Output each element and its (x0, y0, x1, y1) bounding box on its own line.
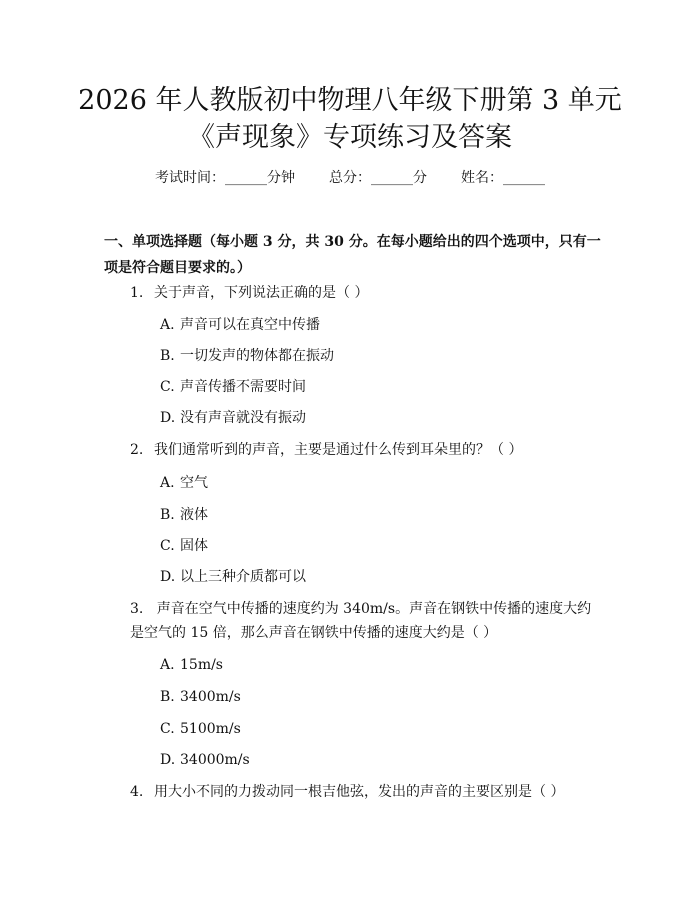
question-number: 4. (130, 784, 144, 800)
section-heading: 一、单项选择题（每小题 3 分，共 30 分。在每小题给出的四个选项中，只有一项是符合题目要求的。） (104, 234, 601, 276)
question-2-option-d: D. 以上三种介质都可以 (160, 569, 306, 585)
question-1-option-c: C. 声音传播不需要时间 (160, 379, 306, 395)
question-text: 我们通常听到的声音，主要是通过什么传到耳朵里的？（ ） (154, 442, 523, 458)
question-4 (104, 781, 604, 803)
question-2-option-a: A. 空气 (160, 475, 208, 491)
question-1-option-d: D. 没有声音就没有振动 (160, 410, 306, 426)
question-1-option-b: B. 一切发声的物体都在振动 (160, 348, 334, 364)
question-number: 1. (130, 285, 144, 301)
question-number: 3. (130, 601, 144, 617)
question-1 (104, 282, 604, 304)
question-text: 3. 声音在空气中传播的速度约为 340m/s。声音在钢铁中传播的速度大约是空气的 15 倍，那么声音在钢铁中传播的速度大约是（ ） (130, 601, 592, 641)
student-name-field: 姓名：______ (461, 170, 545, 186)
question-3-option-c: C. 5100m/s (160, 721, 241, 737)
question-text: 关于声音，下列说法正确的是（ ） (154, 285, 369, 301)
question-3-option-a: A. 15m/s (160, 657, 223, 673)
question-number: 2. (130, 442, 144, 458)
exam-meta (0, 168, 700, 188)
question-2-option-b: B. 液体 (160, 507, 208, 523)
question-1-option-a: A. 声音可以在真空中传播 (160, 317, 320, 333)
question-text: 用大小不同的力拨动同一根吉他弦，发出的声音的主要区别是（ ） (154, 784, 565, 800)
total-score-field: 总分：______分 (329, 170, 427, 186)
question-2 (104, 439, 604, 461)
question-2-option-c: C. 固体 (160, 538, 208, 554)
exam-time-field: 考试时间：______分钟 (155, 170, 295, 186)
question-3-option-d: D. 34000m/s (160, 752, 250, 768)
question-3 (104, 597, 604, 645)
document-title-line-2: 《声现象》专项练习及答案 (188, 122, 512, 153)
document-title-line-1: 2026 年人教版初中物理八年级下册第 3 单元 (78, 85, 622, 116)
question-3-option-b: B. 3400m/s (160, 689, 241, 705)
